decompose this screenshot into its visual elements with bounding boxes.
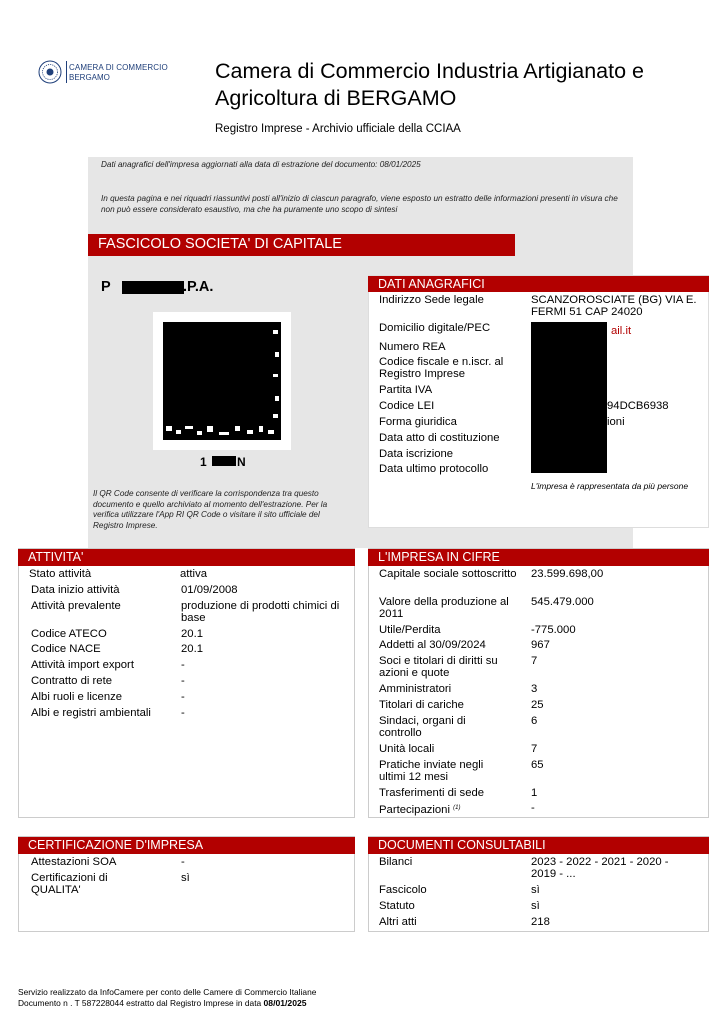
- cifre-label: Soci e titolari di diritti su azioni e quote: [379, 655, 498, 679]
- company-name-suffix: .P.A.: [183, 279, 214, 295]
- cifre-label: Amministratori: [379, 683, 452, 695]
- label-forma: Forma giuridica: [379, 416, 457, 428]
- company-name-prefix: P: [101, 279, 111, 295]
- qr-caption-suffix: N: [237, 455, 246, 469]
- label-lei: Codice LEI: [379, 400, 435, 412]
- cifre-value: 3: [531, 683, 538, 695]
- doc-value: 2023 - 2022 - 2021 - 2020 - 2019 - ...: [531, 856, 669, 880]
- attivita-label: Albi ruoli e licenze: [31, 691, 123, 703]
- doc-value: 218: [531, 916, 550, 928]
- page-subtitle: Registro Imprese - Archivio ufficiale della CCIAA: [215, 123, 461, 135]
- page-title: Camera di Commercio Industria Artigianato e Agricoltura di BERGAMO: [215, 59, 644, 110]
- cifre-value: 6: [531, 715, 538, 727]
- cifre-label-wrap: [379, 803, 460, 817]
- dati-anagrafici-title: DATI ANAGRAFICI: [368, 276, 709, 292]
- cifre-value: 65: [531, 759, 544, 771]
- extraction-note: Dati anagrafici dell'impresa aggiornati alla data di estrazione del documento: 08/01/2025: [101, 160, 421, 169]
- attivita-value: 01/09/2008: [181, 584, 238, 596]
- attivita-value: produzione di prodotti chimici di base: [181, 600, 340, 624]
- cifre-label: Trasferimenti di sede: [379, 787, 485, 799]
- cifre-label: Unità locali: [379, 743, 435, 755]
- cifre-label: Partecipazioni: [379, 804, 450, 816]
- footer-service: Servizio realizzato da InfoCamere per conto delle Camere di Commercio Italiane: [18, 987, 317, 997]
- cifre-value: 23.599.698,00: [531, 568, 604, 580]
- qr-caption-prefix: 1: [200, 455, 207, 469]
- cifre-value: -775.000: [531, 624, 576, 636]
- doc-value: sì: [531, 884, 540, 896]
- cifre-value: 545.479.000: [531, 596, 594, 608]
- label-atto: Data atto di costituzione: [379, 432, 500, 444]
- attivita-label: Contratto di rete: [31, 675, 113, 687]
- footer-document: [18, 998, 307, 1008]
- qr-caption: [200, 455, 207, 469]
- attivita-value: 20.1: [181, 628, 203, 640]
- value-sede: SCANZOROSCIATE (BG) VIA E. FERMI 51 CAP 24020: [531, 294, 697, 318]
- cifre-value: 1: [531, 787, 538, 799]
- footnote-mark: (1): [453, 805, 461, 811]
- value-lei: 94DCB6938: [607, 400, 669, 412]
- label-cf: Codice fiscale e n.iscr. al Registro Imprese: [379, 356, 504, 380]
- label-pec: Domicilio digitale/PEC: [379, 322, 491, 334]
- divider: [88, 255, 515, 256]
- footer-date: 08/01/2025: [263, 998, 307, 1008]
- label-iva: Partita IVA: [379, 384, 433, 396]
- cifre-value: 967: [531, 639, 550, 651]
- cifre-title: L'IMPRESA IN CIFRE: [368, 549, 709, 565]
- doc-label: Bilanci: [379, 856, 413, 868]
- cifre-label: Utile/Perdita: [379, 624, 441, 636]
- redaction: [122, 281, 184, 294]
- attivita-value: -: [181, 675, 185, 687]
- cifre-label: Addetti al 30/09/2024: [379, 639, 486, 651]
- value-forma: ioni: [607, 416, 625, 428]
- cifre-value: 25: [531, 699, 544, 711]
- cert-label: Attestazioni SOA: [31, 856, 117, 868]
- cifre-label: Sindaci, organi di controllo: [379, 715, 466, 739]
- attivita-label: Codice NACE: [31, 643, 101, 655]
- doc-value: sì: [531, 900, 540, 912]
- representation-note: L'impresa è rappresentata da più persone: [531, 481, 689, 491]
- cert-label: Certificazioni di QUALITA': [31, 872, 108, 896]
- attivita-value: 20.1: [181, 643, 203, 655]
- fascicolo-title: FASCICOLO SOCIETA' DI CAPITALE: [88, 234, 515, 255]
- cifre-label: Valore della produzione al 2011: [379, 596, 509, 620]
- cifre-value: -: [531, 802, 535, 814]
- attivita-value: -: [181, 659, 185, 671]
- attivita-label: Stato attività: [29, 568, 92, 580]
- seal-icon: [38, 60, 62, 84]
- doc-label: Fascicolo: [379, 884, 427, 896]
- label-iscr: Data iscrizione: [379, 448, 454, 460]
- attivita-label: Attività import export: [31, 659, 134, 671]
- label-rea: Numero REA: [379, 341, 446, 353]
- attivita-label: Data inizio attività: [31, 584, 120, 596]
- logo-line-2: BERGAMO: [69, 73, 110, 82]
- attivita-title: ATTIVITA': [18, 549, 355, 565]
- disclaimer-note: In questa pagina e nei riquadri riassuntivi posti all'inizio di ciascun paragrafo, viene esposto un estratto delle informazioni presenti in visura che non può essere considerato esaustivo, ma che ha puramente uno scopo di sintesi: [101, 194, 618, 214]
- attivita-label: Albi e registri ambientali: [31, 707, 151, 719]
- cert-value: -: [181, 856, 185, 868]
- label-sede: Indirizzo Sede legale: [379, 294, 484, 306]
- qr-note: Il QR Code consente di verificare la corrispondenza tra questo documento e quello archiviato al momento dell'estrazione. Per la verifica utilizzare l'App RI QR Code o visitare il sito ufficiale del Registro Imprese.: [93, 489, 328, 530]
- logo-line-1: CAMERA DI COMMERCIO: [69, 63, 168, 72]
- cert-value: sì: [181, 872, 190, 884]
- attivita-label: Attività prevalente: [31, 600, 121, 612]
- footer-document-text: Documento n . T 587228044 estratto dal Registro Imprese in data: [18, 998, 262, 1008]
- company-name: [101, 279, 111, 295]
- attivita-value: attiva: [180, 568, 208, 580]
- attivita-value: -: [181, 707, 185, 719]
- doc-label: Altri atti: [379, 916, 417, 928]
- attivita-label: Codice ATECO: [31, 628, 107, 640]
- value-pec[interactable]: ail.it: [611, 325, 632, 337]
- attivita-value: -: [181, 691, 185, 703]
- redaction: [531, 322, 607, 473]
- chamber-logo: [38, 58, 178, 88]
- doc-label: Statuto: [379, 900, 415, 912]
- documenti-title: DOCUMENTI CONSULTABILI: [368, 837, 709, 853]
- cifre-label: Pratiche inviate negli ultimi 12 mesi: [379, 759, 484, 783]
- cifre-label: Titolari di cariche: [379, 699, 464, 711]
- cifre-label: Capitale sociale sottoscritto: [379, 568, 517, 580]
- redaction: [212, 456, 236, 466]
- qr-code-icon: [163, 322, 281, 440]
- label-prot: Data ultimo protocollo: [379, 463, 489, 475]
- cifre-value: 7: [531, 655, 538, 667]
- certificazione-title: CERTIFICAZIONE D'IMPRESA: [18, 837, 355, 853]
- cifre-value: 7: [531, 743, 538, 755]
